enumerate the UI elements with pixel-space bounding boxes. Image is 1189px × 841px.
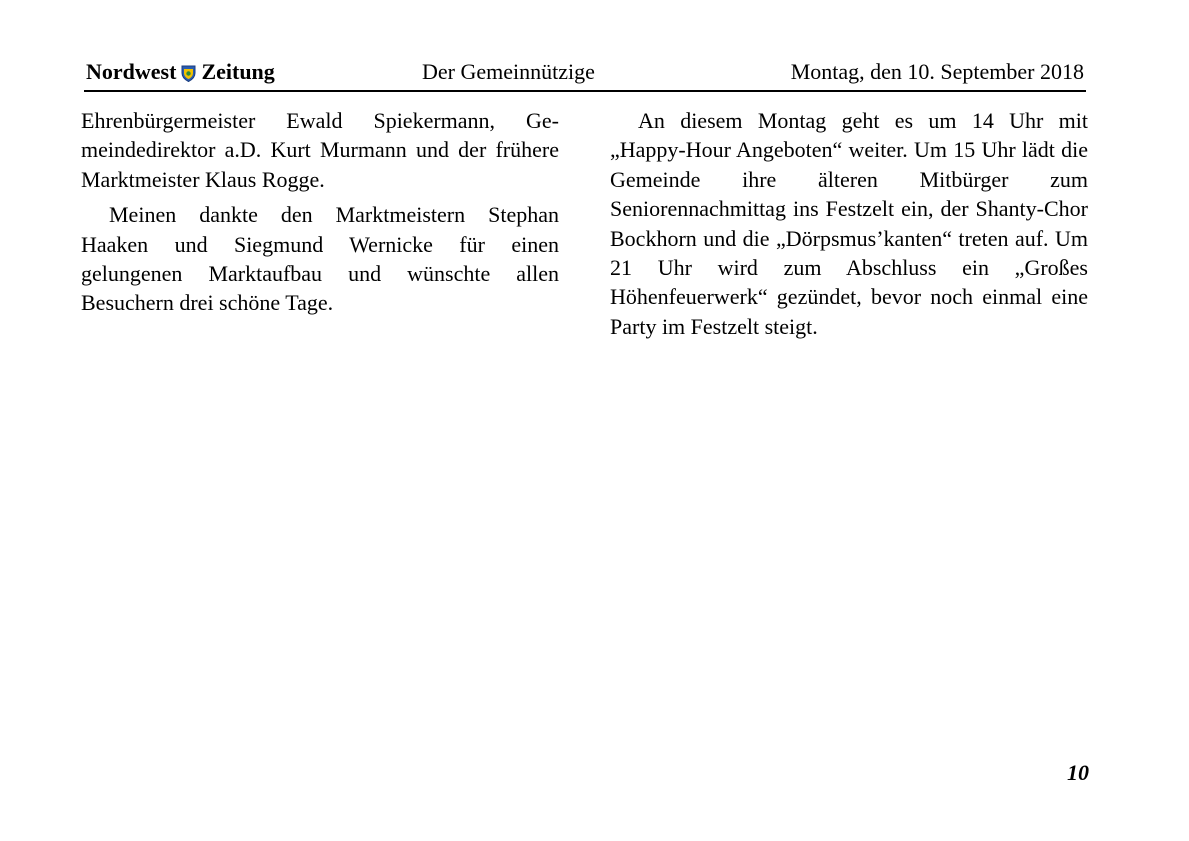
paragraph: Meinen dankte den Marktmeistern Stephan Haaken und Siegmund Wernicke für einen gelungenen Marktaufbau und wünschte allen Besuchern drei schöne Tage.	[81, 202, 559, 316]
left-column	[81, 106, 559, 318]
paragraph: Ehrenbürgermeister Ewald Spiekermann, Gemeindedirektor a.D. Kurt Murmann und der frühere Marktmeister Klaus Rogge.	[81, 108, 559, 192]
coat-of-arms-icon	[181, 65, 196, 82]
page-number: 10	[1067, 760, 1089, 785]
right-column	[610, 106, 1088, 341]
brand-name-right: Zeitung	[201, 59, 275, 84]
brand-name-left: Nordwest	[86, 59, 177, 84]
page-header	[84, 58, 1086, 92]
section-title: Der Gemeinnützige	[422, 59, 595, 84]
paragraph: An diesem Montag geht es um 14 Uhr mit „Happy-Hour Angeboten“ weiter. Um 15 Uhr lädt die Gemeinde ihre älteren Mitbürger zum Seniorennachmittag ins Festzelt ein, der Shanty-Chor Bockhorn und die „Dörpsmus’kanten“ treten auf. Um 21 Uhr wird zum Abschluss ein „Großes Höhenfeuerwerk“ gezündet, bevor noch einmal eine Party im Festzelt steigt.	[610, 108, 1088, 339]
issue-date: Montag, den 10. September 2018	[790, 59, 1084, 84]
newspaper-brand	[86, 59, 275, 85]
